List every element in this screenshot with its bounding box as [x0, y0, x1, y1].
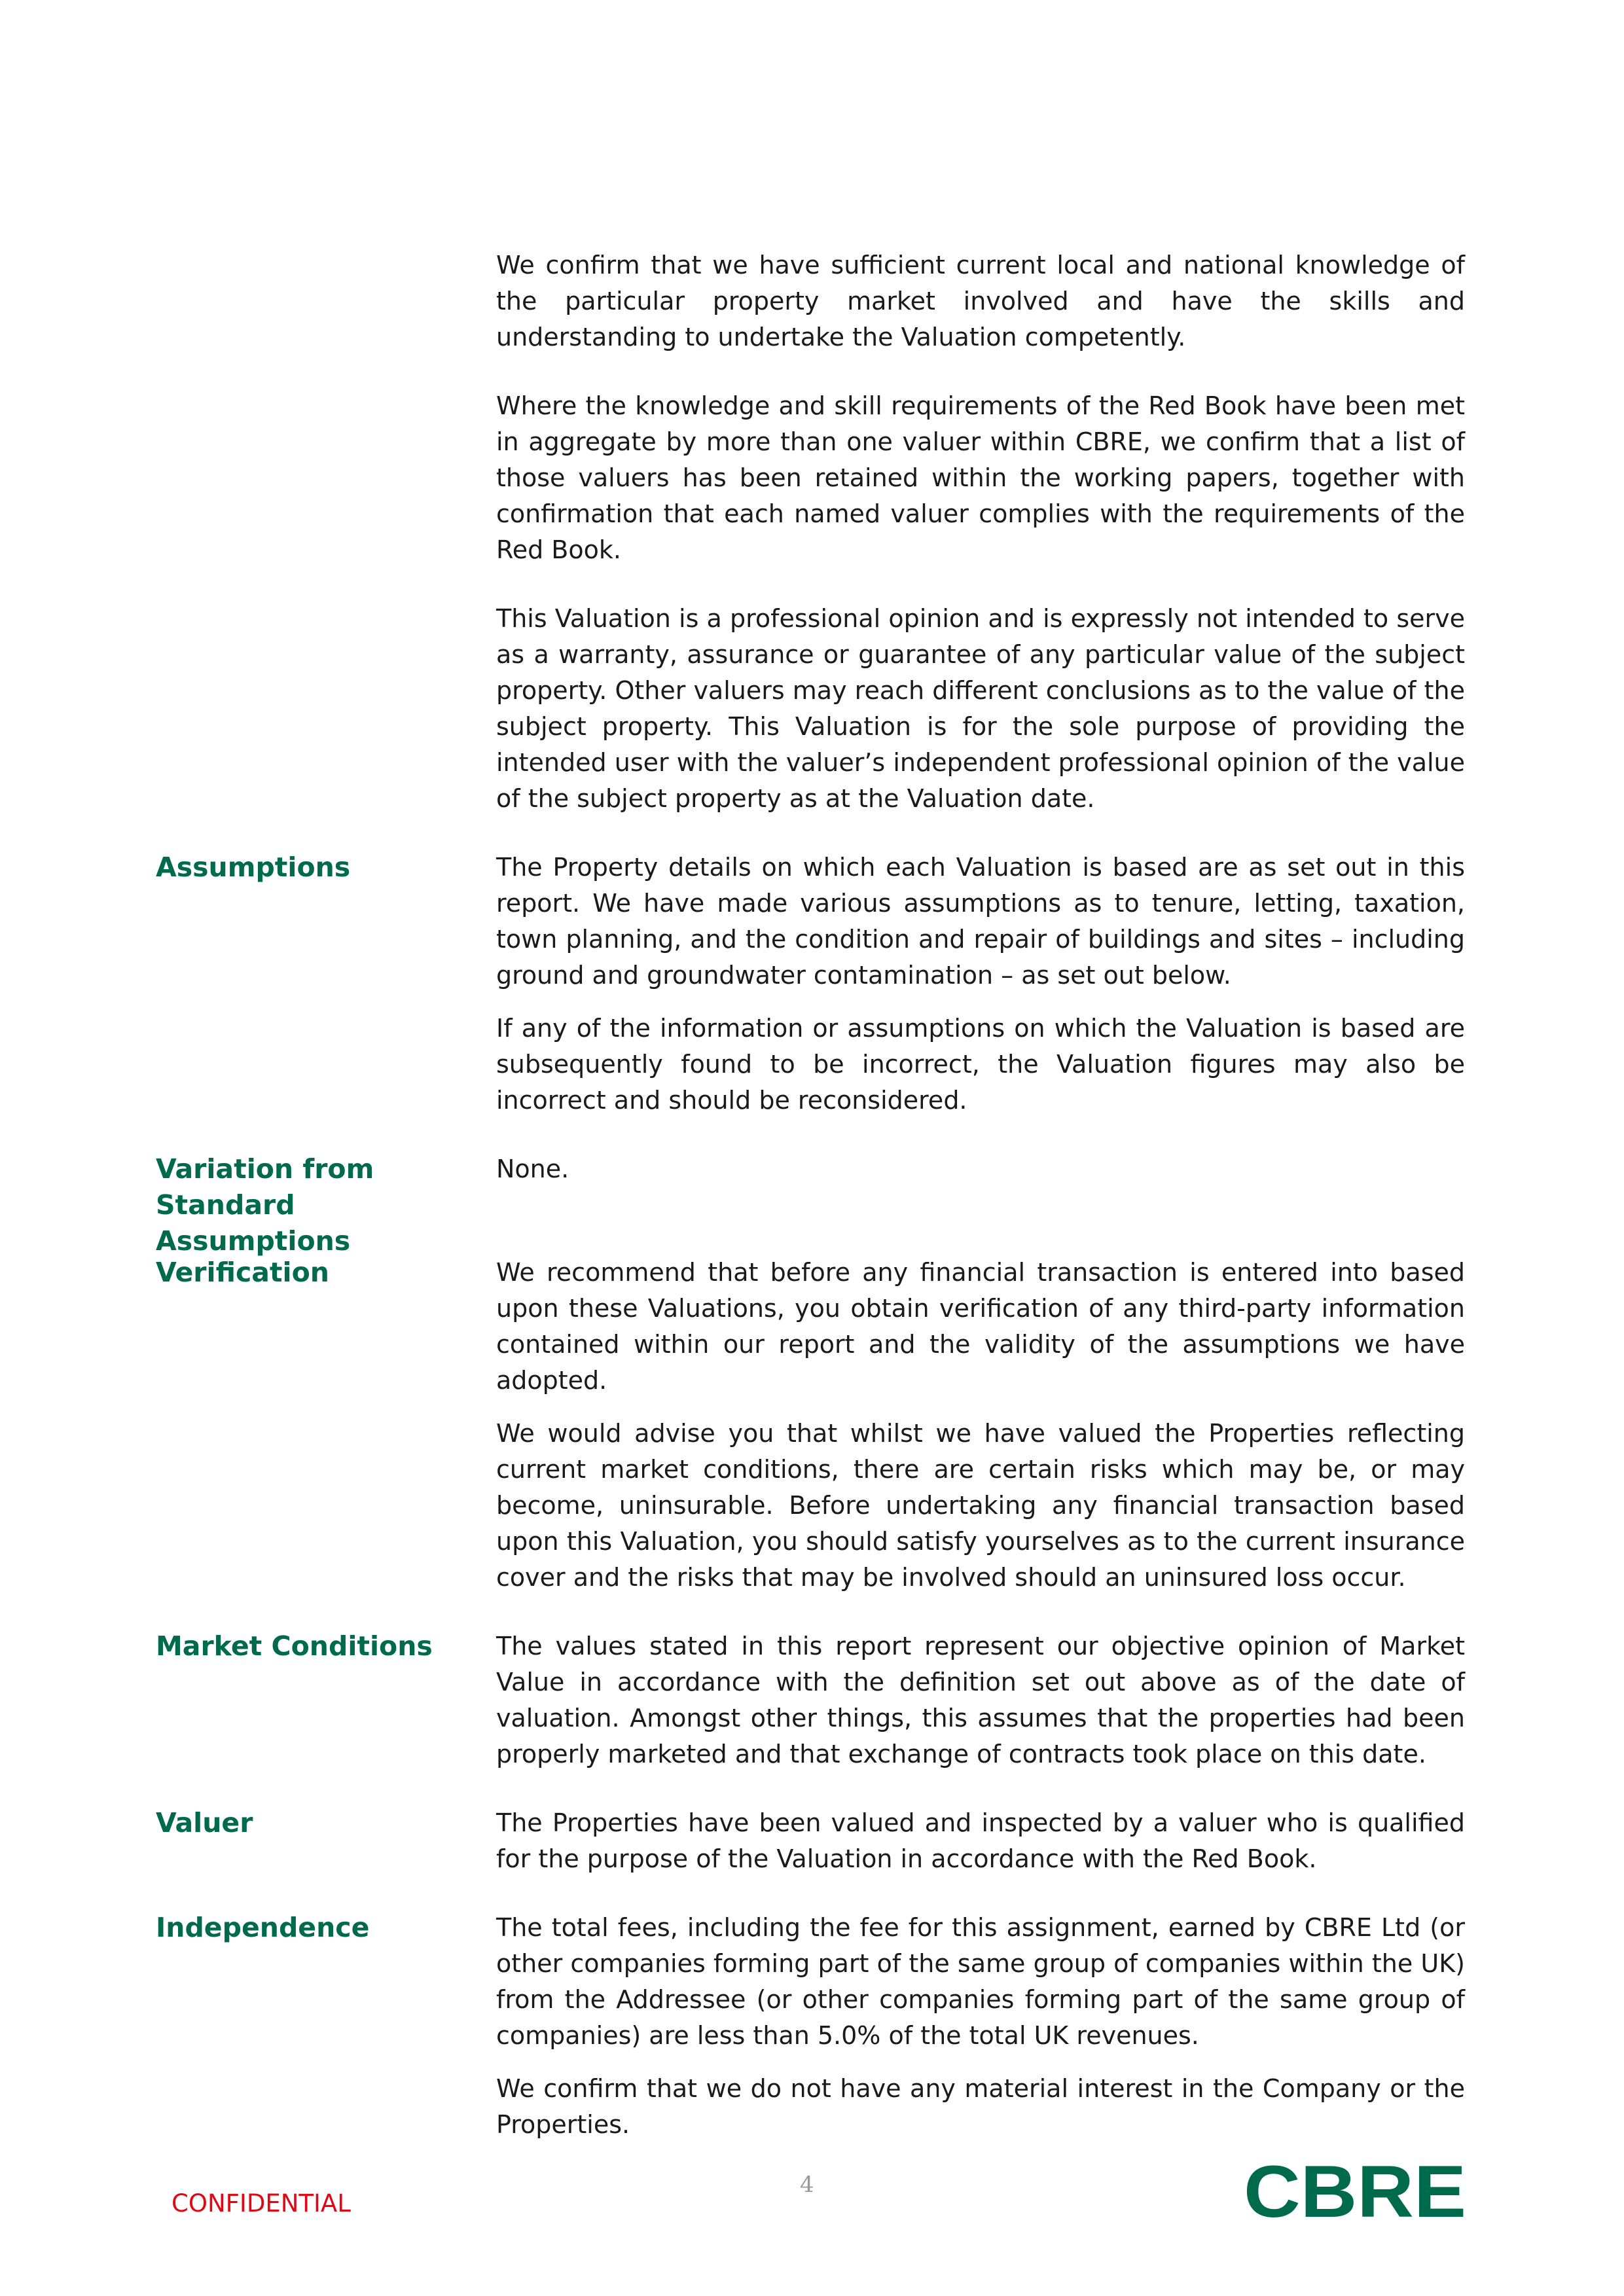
- section-body: [496, 247, 1465, 817]
- confidential-label: CONFIDENTIAL: [171, 2189, 351, 2217]
- section-body: [496, 1628, 1465, 1772]
- paragraph: If any of the information or assumptions on which the Valuation is based are subsequently found to be incorrect, the Valuation figures may also be incorrect and should be reconsidered.: [496, 1014, 1465, 1115]
- paragraph: We recommend that before any financial transaction is entered into based upon these Valuations, you obtain verification of any third-party information contained within our report and the validity of the assumptions we have adopted.: [496, 1258, 1465, 1395]
- document-body: [0, 247, 1624, 2143]
- paragraph: This Valuation is a professional opinion and is expressly not intended to serve as a warranty, assurance or guarantee of any particular value of the subject property. Other valuers may reach different conclusions as to the value of the subject property. This Valuation is for the sole purpose of providing the intended user with the valuer’s independent professional opinion of the value of the subject property as at the Valuation date.: [496, 604, 1465, 813]
- section-heading: Market Conditions: [156, 1630, 433, 1662]
- paragraph: The Property details on which each Valuation is based are as set out in this report. We have made various assumptions as to tenure, letting, taxation, town planning, and the condition and repair of buildings and sites – including ground and groundwater contamination – as set out below.: [496, 853, 1465, 990]
- paragraph: We confirm that we have sufficient current local and national knowledge of the particular property market involved and have the skills and understanding to undertake the Valuation competently.: [496, 251, 1465, 351]
- paragraph: The Properties have been valued and inspected by a valuer who is qualified for the purpose of the Valuation in accordance with the Red Book.: [496, 1808, 1465, 1873]
- section-independence: [0, 1910, 1624, 2143]
- page-number: 4: [800, 2172, 814, 2198]
- cbre-logo: [1244, 2163, 1466, 2222]
- section-heading: Independence: [156, 1912, 370, 1943]
- section-body: [496, 1151, 1465, 1187]
- section-heading: Variation from Standard Assumptions: [156, 1153, 374, 1257]
- section-heading: Verification: [156, 1257, 329, 1288]
- paragraph: We confirm that we do not have any material interest in the Company or the Properties.: [496, 2074, 1465, 2139]
- paragraph: Where the knowledge and skill requirements of the Red Book have been met in aggregate by more than one valuer within CBRE, we confirm that a list of those valuers has been retained within the working papers, together with confirmation that each named valuer complies with the requirements of the Red Book.: [496, 391, 1465, 564]
- section-valuer: [0, 1805, 1624, 1877]
- section-variation: [0, 1151, 1624, 1257]
- section-body: [496, 1255, 1465, 1596]
- section-intro: [0, 247, 1624, 817]
- paragraph: The total fees, including the fee for this assignment, earned by CBRE Ltd (or other companies forming part of the same group of companies within the UK) from the Addressee (or other companies forming part of the same group of companies) are less than 5.0% of the total UK revenues.: [496, 1913, 1465, 2050]
- section-heading: Assumptions: [156, 852, 351, 883]
- section-heading: Valuer: [156, 1807, 253, 1839]
- section-verification: [0, 1255, 1624, 1596]
- paragraph: We would advise you that whilst we have valued the Properties reflecting current market conditions, there are certain risks which may be, or may become, uninsurable. Before undertaking any financial transaction based upon this Valuation, you should satisfy yourselves as to the current insurance cover and the risks that may be involved should an uninsured loss occur.: [496, 1419, 1465, 1592]
- logo-text: CBRE: [1244, 2163, 1466, 2222]
- section-body: [496, 1910, 1465, 2143]
- section-body: [496, 850, 1465, 1119]
- section-market-conditions: [0, 1628, 1624, 1772]
- section-assumptions: [0, 850, 1624, 1119]
- section-body: [496, 1805, 1465, 1877]
- paragraph: None.: [496, 1155, 569, 1183]
- paragraph: The values stated in this report represent our objective opinion of Market Value in accordance with the definition set out above as of the date of valuation. Amongst other things, this assumes that the properties had been properly marketed and that exchange of contracts took place on this date.: [496, 1632, 1465, 1768]
